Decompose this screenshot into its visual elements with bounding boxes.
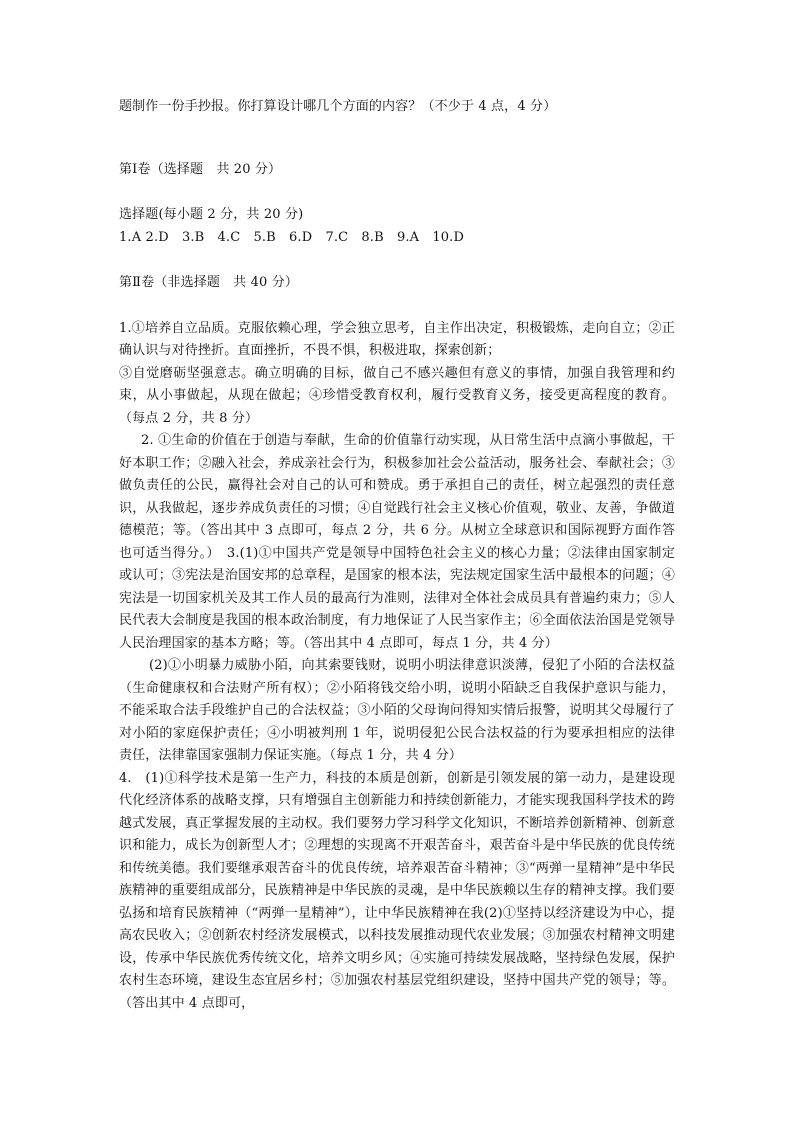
spacer	[119, 181, 675, 204]
answer-2-and-3-1: 2. ①生命的价值在于创造与奉献，生命的价值靠行动实现，从日常生活中点滴小事做起，干好本职工作；②融入社会，养成亲社会行为，积极参加社会公益活动，服务社会、奉献社会；③做负责任的公民，赢得社会对自己的认可和赞成。勇于承担自己的责任，树立起强烈的责任意识，从我做起，逐步养成负责任的习惯；④自觉践行社会主义核心价值观，敬业、友善，争做道德模范；等。（答出其中 3 点即可，每点 2 分，共 6 分。从树立全球意识和国际视野方面作答也可适当得分。） 3.(1)①中国共产党是领导中国特色社会主义的核心力量；②法律由国家制定或认可；③宪法是治国安邦的总章程，是国家的根本法，宪法规定国家生活中最根本的问题；④宪法是一切国家机关及其工作人员的最高行为准则，法律对全体社会成员具有普遍约束力；⑤人民代表大会制度是我国的根本政治制度，有力地保证了人民当家作主；⑥全面依法治国是党领导人民治理国家的基本方略；等。（答出其中 4 点即可，每点 1 分，共 4 分）	[119, 433, 675, 651]
spacer	[119, 295, 675, 318]
intro-line: 题制作一份手抄报。你打算设计哪几个方面的内容？（不少于 4 点，4 分）	[119, 99, 557, 114]
answer-4: 4. (1)①科学技术是第一生产力，科技的本质是创新，创新是引领发展的第一动力，是建设现代化经济体系的战略支撑，只有增强自主创新能力和持续创新能力，才能实现我国科学技术的跨越式发展，真正掌握发展的主动权。我们要努力学习科学文化知识，不断培养创新精神、创新意识和能力，成长为创新型人才；②理想的实现离不开艰苦奋斗，艰苦奋斗是中华民族的优良传统和传统美德。我们要继承艰苦奋斗的优良传统，培养艰苦奋斗精神；③“两弹一星精神”是中华民族精神的重要组成部分，民族精神是中华民族的灵魂，是中华民族赖以生存的精神支撑。我们要弘扬和培育民族精神（“两弹一星精神”），让中华民族精神在我(2)①坚持以经济建设为中心，提高农民收入；②创新农村经济发展模式，以科技发展推动现代农业发展；③加强农村精神文明建设，传承中华民族优秀传统文化，培养文明乡风；④实施可持续发展战略，坚持绿色发展，保护农村生态环境，建设生态宜居乡村；⑤加强农村基层党组织建设，坚持中国共产党的领导；等。（答出其中 4 点即可，	[119, 770, 675, 1011]
section2-title: 第Ⅱ卷（非选择题 共 40 分）	[119, 275, 299, 290]
answer-1-part-b: ③自觉磨砺坚强意志。确立明确的目标，做自己不感兴趣但有意义的事情，加强自我管理和约束，从小事做起，从现在做起；④珍惜受教育权利，履行受教育义务，接受更高程度的教育。（每点 2 分，共 8 分）	[119, 365, 675, 426]
spacer	[119, 119, 675, 159]
mc-answers: 1.A 2.D 3.B 4.C 5.B 6.D 7.C 8.B 9.A 10.D	[119, 229, 465, 245]
document-body	[119, 96, 675, 1015]
answer-1-part-a: 1.①培养自立品质。克服依赖心理，学会独立思考，自主作出决定，积极锻炼，走向自立；②正确认识与对待挫折。直面挫折，不畏不惧，积极进取，探索创新；	[119, 320, 675, 358]
mc-heading: 选择题(每小题 2 分，共 20 分)	[119, 207, 304, 222]
answer-3-2: (2)①小明暴力威胁小陌，向其索要钱财，说明小明法律意识淡薄，侵犯了小陌的合法权益（生命健康权和合法财产所有权）；②小陌将钱交给小明，说明小陌缺乏自我保护意识与能力，不能采取合法手段维护自己的合法权益；③小陌的父母询问得知实情后报警，说明其父母履行了对小陌的家庭保护责任；④小明被判刑 1 年，说明侵犯公民合法权益的行为要承担相应的法律责任，法律靠国家强制力保证实施。（每点 1 分，共 4 分）	[119, 658, 675, 763]
spacer	[119, 249, 675, 272]
section1-title: 第Ⅰ卷（选择题 共 20 分）	[119, 161, 282, 177]
